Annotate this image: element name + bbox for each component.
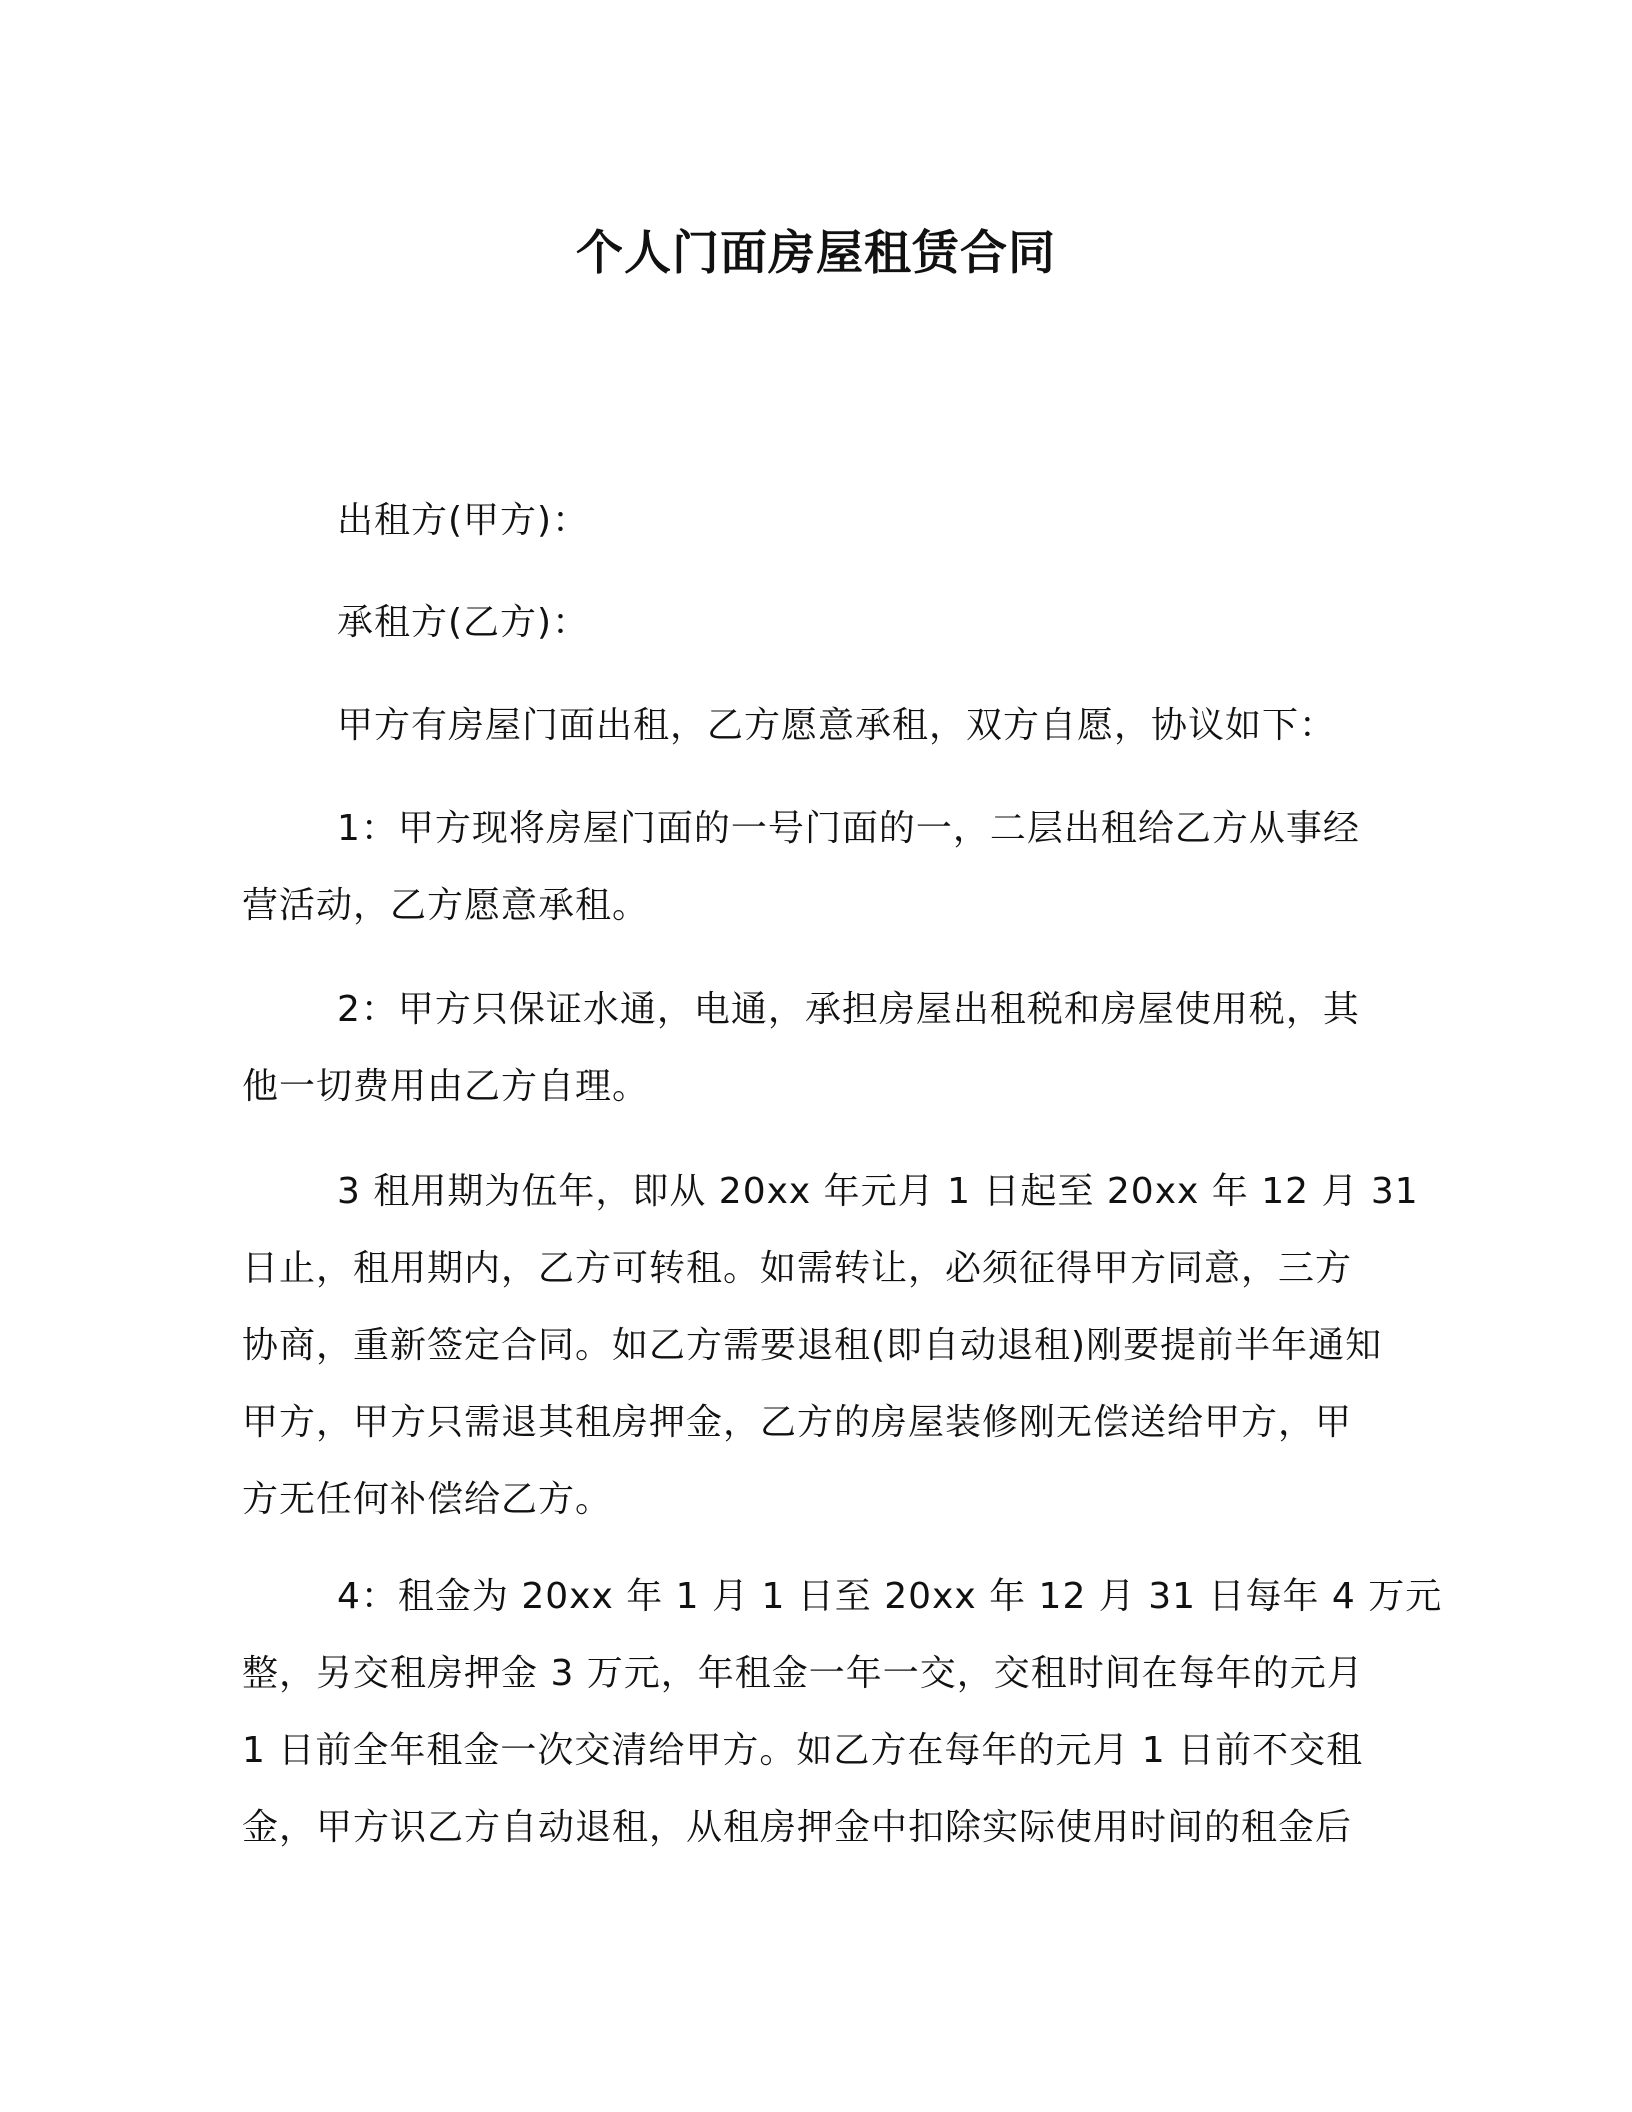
clause-4-line-2: 整，另交租房押金 3 万元，年租金一年一交，交租时间在每年的元月 <box>242 1653 1364 1694</box>
clause-2-line-1: 2：甲方只保证水通，电通，承担房屋出租税和房屋使用税，其 <box>337 989 1360 1030</box>
clause-4-line-1: 4：租金为 20xx 年 1 月 1 日至 20xx 年 12 月 31 日每年 4 万元 <box>337 1576 1443 1617</box>
intro-text: 甲方有房屋门面出租，乙方愿意承租，双方自愿，协议如下： <box>337 705 1337 746</box>
clause-3-line-2: 日止，租用期内，乙方可转租。如需转让，必须征得甲方同意，三方 <box>242 1248 1353 1289</box>
clause-3-line-1: 3 租用期为伍年，即从 20xx 年元月 1 日起至 20xx 年 12 月 31 <box>337 1171 1419 1212</box>
clause-3-line-3: 协商，重新签定合同。如乙方需要退租(即自动退租)刚要提前半年通知 <box>242 1325 1383 1366</box>
clause-4 <box>242 1558 1443 1866</box>
clause-1-line-1: 1：甲方现将房屋门面的一号门面的一，二层出租给乙方从事经 <box>337 808 1360 849</box>
document-title: 个人门面房屋租赁合同 <box>576 226 1056 281</box>
clause-4-line-3: 1 日前全年租金一次交清给甲方。如乙方在每年的元月 1 日前不交租 <box>242 1730 1364 1771</box>
clause-3-line-5: 方无任何补偿给乙方。 <box>242 1479 613 1520</box>
lessee-line <box>242 584 1392 661</box>
lessee-label: 承租方(乙方)： <box>337 602 590 643</box>
clause-1-line-2: 营活动，乙方愿意承租。 <box>242 885 650 926</box>
clause-4-line-4: 金，甲方识乙方自动退租，从租房押金中扣除实际使用时间的租金后 <box>242 1807 1353 1848</box>
clause-2 <box>242 971 1392 1125</box>
intro-paragraph <box>242 687 1392 764</box>
lessor-line <box>242 482 1392 559</box>
clause-3 <box>242 1153 1419 1538</box>
lessor-label: 出租方(甲方)： <box>337 500 590 541</box>
clause-2-line-2: 他一切费用由乙方自理。 <box>242 1066 650 1107</box>
clause-1 <box>242 790 1392 944</box>
clause-3-line-4: 甲方，甲方只需退其租房押金，乙方的房屋装修刚无偿送给甲方，甲 <box>242 1402 1353 1443</box>
